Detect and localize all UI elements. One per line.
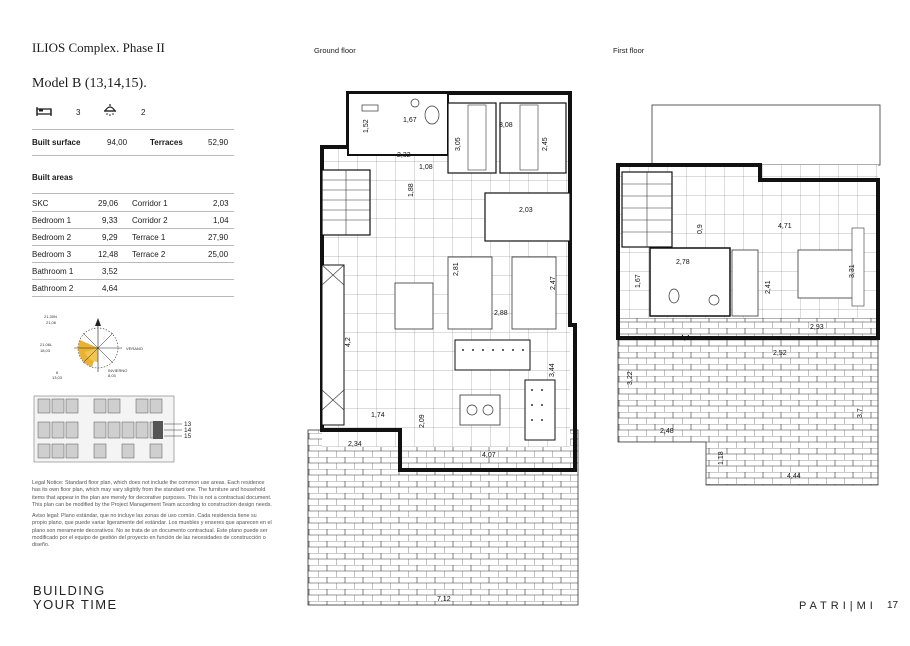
legal-es: Aviso legal: Plano estándar, que no incluye las zonas de uso común. Cada residencia tiene su propio plano, que puede variar ligeramente del estándar. Los muebles y enseres que aparecen en el plano son meramente decorativos. No se trata de un documento contractual. Este plano puede ser modificado por el equipo de gestión del proyecto en función de las necesidades de construcción o diseño. <box>32 513 272 549</box>
dimension-label: 1,67 <box>635 274 642 288</box>
legal-notice <box>32 480 272 554</box>
project-title: ILIOS Complex. Phase II <box>32 40 165 55</box>
sun-label: 18,03 <box>40 348 51 353</box>
table-row: Bathroom 1 3,52 <box>32 262 234 280</box>
dimension-label: 2,52 <box>773 350 787 357</box>
dimension-label: 1,08 <box>419 164 433 171</box>
first-floor-label: First floor <box>613 46 645 55</box>
page-number: 17 <box>887 600 899 611</box>
dimension-label: 3,44 <box>549 363 556 377</box>
unit-label: 14 <box>184 427 192 434</box>
dimension-label: 4,07 <box>482 452 496 459</box>
surfaces-row <box>32 138 234 150</box>
terrace-area <box>618 318 878 485</box>
built-surface-label: Built surface <box>32 138 81 147</box>
model-title: Model B (13,14,15). <box>32 76 147 91</box>
ground-floor-label: Ground floor <box>314 46 356 55</box>
dimension-label: 1,18 <box>718 451 725 465</box>
table-row: SKC 29,06 Corridor 1 2,03 <box>32 194 234 212</box>
dimension-label: 2,93 <box>810 324 824 331</box>
dimension-label: 2,47 <box>550 276 557 290</box>
built-surface-value: 94,00 <box>107 138 128 147</box>
terraces-label: Terraces <box>150 138 183 147</box>
bathrooms-count: 2 <box>141 108 146 117</box>
built-areas-heading: Built areas <box>32 173 73 182</box>
unit-label: 15 <box>184 433 192 440</box>
table-row: Bathroom 2 4,64 <box>32 279 234 297</box>
dimension-label: 2,09 <box>419 414 426 428</box>
dimension-label: 4,44 <box>787 473 801 480</box>
dimension-label: 7,12 <box>437 596 451 603</box>
slogan-line-2: YOUR TIME <box>33 597 118 612</box>
terrace-area <box>308 430 578 605</box>
sun-label: 8,03 <box>108 373 116 378</box>
unit-label: 13 <box>184 421 192 428</box>
bed-icon <box>36 106 52 119</box>
table-row: Bedroom 3 12,48 Terrace 2 25,00 <box>32 245 234 263</box>
dimension-label: 2,03 <box>519 207 533 214</box>
first-floor-plan <box>610 100 890 490</box>
dimension-label: 1,88 <box>408 183 415 197</box>
dimension-label: 3,22 <box>627 371 634 385</box>
slogan-line-1: BUILDING <box>33 583 106 598</box>
sun-label: 21,30N <box>44 314 57 319</box>
north-arrow-icon <box>95 318 101 326</box>
dimension-label: 2,34 <box>348 441 362 448</box>
sun-label: 21,06 <box>46 320 57 325</box>
dimension-label: 3,08 <box>499 122 513 129</box>
divider <box>32 155 234 156</box>
sun-orientation-diagram <box>40 310 150 390</box>
dimension-label: 2,48 <box>660 428 674 435</box>
dimension-label: 4,4 <box>680 335 690 342</box>
dimension-label: 2,88 <box>494 310 508 317</box>
bedrooms-count: 3 <box>76 108 81 117</box>
dimension-label: 1,67 <box>403 117 417 124</box>
dimension-label: 4,2 <box>345 337 352 347</box>
dimension-label: 2,32 <box>397 152 411 159</box>
dimension-label: 1,52 <box>363 119 370 133</box>
ground-floor-plan <box>300 85 590 610</box>
dimension-label: 3,7 <box>857 408 864 418</box>
sun-label: 21,06L <box>40 342 53 347</box>
table-row: Bedroom 2 9,29 Terrace 1 27,90 <box>32 228 234 246</box>
sun-label: 13,03 <box>52 375 63 380</box>
dimension-label: 2,45 <box>542 137 549 151</box>
shower-icon <box>102 104 118 120</box>
slogan <box>33 584 118 612</box>
divider <box>32 129 234 130</box>
dimension-label: 4,71 <box>778 223 792 230</box>
dimension-label: 2,41 <box>765 280 772 294</box>
terraces-value: 52,90 <box>208 138 229 147</box>
dimension-label: 2,78 <box>676 259 690 266</box>
dimension-label: 1,74 <box>371 412 385 419</box>
dimension-label: 3,05 <box>455 137 462 151</box>
summer-label: VERANO <box>126 346 143 351</box>
dimension-label: 0,9 <box>697 224 704 234</box>
legal-en: Legal Notice: Standard floor plan, which does not include the common use areas. Each residence has its own floor plan, which may vary slightly from the standard one. The furniture and household items that appear in the plan are merely for decorative purposes. This is not a contractual document. This plan can be modified by the Project Management Team according to construction design needs. <box>32 480 272 508</box>
dimension-label: 3,31 <box>849 264 856 278</box>
sun-label: 6 <box>56 370 59 375</box>
table-row: Bedroom 1 9,33 Corridor 2 1,04 <box>32 211 234 229</box>
dimension-label: 2,81 <box>453 262 460 276</box>
winter-label: INVIERNO <box>108 368 128 373</box>
brand-logo: PATRI|MI <box>799 600 877 612</box>
features-row <box>36 106 236 120</box>
site-plan <box>32 394 202 466</box>
